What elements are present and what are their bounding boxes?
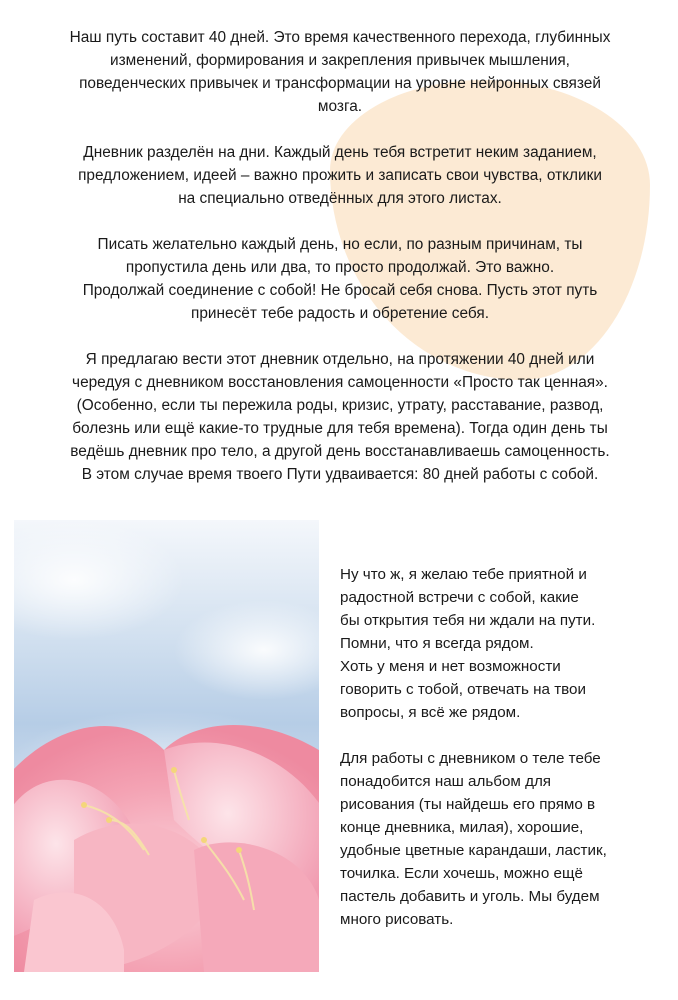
text-line: болезнь или ещё какие-то трудные для тебя времена). Тогда один день ты <box>72 420 608 437</box>
flower-photo <box>14 520 319 972</box>
text-line: ведёшь дневник про тело, а другой день восстанавливаешь самоценность. <box>70 443 610 460</box>
text-line: Писать желательно каждый день, но если, по разным причинам, ты <box>97 236 583 253</box>
text-line: поведенческих привычек и трансформации на уровне нейронных связей <box>79 75 601 92</box>
side-paragraph-2 <box>340 747 660 931</box>
side-paragraph-1 <box>340 563 660 724</box>
text-line: Наш путь составит 40 дней. Это время качественного перехода, глубинных <box>69 29 611 46</box>
text-line: пастель добавить и уголь. Мы будем <box>340 888 600 905</box>
text-line: пропустила день или два, то просто продолжай. Это важно. <box>125 259 555 276</box>
text-line: предложением, идеей – важно прожить и записать свои чувства, отклики <box>78 167 602 184</box>
intro-paragraph-1 <box>10 26 670 118</box>
text-line: Я предлагаю вести этот дневник отдельно, на протяжении 40 дней или <box>85 351 595 368</box>
text-line: мозга. <box>317 98 363 115</box>
text-line: много рисовать. <box>340 911 454 928</box>
text-line: конце дневника, милая), хорошие, <box>340 819 584 836</box>
text-line: Помни, что я всегда рядом. <box>340 635 534 652</box>
text-line: удобные цветные карандаши, ластик, <box>340 842 607 859</box>
text-line: чередуя с дневником восстановления самоценности «Просто так ценная». <box>72 374 608 391</box>
pink-flower-illustration <box>14 520 319 972</box>
intro-paragraph-2 <box>10 141 670 210</box>
text-line: Для работы с дневником о теле тебе <box>340 750 601 767</box>
text-line: принесёт тебе радость и обретение себя. <box>191 305 489 322</box>
intro-text-block <box>10 26 670 509</box>
text-line: на специально отведённых для этого листах. <box>178 190 502 207</box>
text-line: Ну что ж, я желаю тебе приятной и <box>340 566 587 583</box>
text-line: рисования (ты найдешь его прямо в <box>340 796 596 813</box>
text-line: говорить с тобой, отвечать на твои <box>340 681 586 698</box>
side-text-block <box>340 563 660 954</box>
text-line: понадобится наш альбом для <box>340 773 552 790</box>
text-line: точилка. Если хочешь, можно ещё <box>340 865 583 882</box>
intro-paragraph-3 <box>10 233 670 325</box>
text-line: Продолжай соединение с собой! Не бросай себя снова. Пусть этот путь <box>82 282 598 299</box>
text-line: изменений, формирования и закрепления привычек мышления, <box>110 52 570 69</box>
text-line: (Особенно, если ты пережила роды, кризис, утрату, расставание, развод, <box>76 397 604 414</box>
text-line: бы открытия тебя ни ждали на пути. <box>340 612 596 629</box>
text-line: вопросы, я всё же рядом. <box>340 704 521 721</box>
text-line: Дневник разделён на дни. Каждый день тебя встретит неким заданием, <box>83 144 597 161</box>
text-line: В этом случае время твоего Пути удваивается: 80 дней работы с собой. <box>81 466 599 483</box>
text-line: Хоть у меня и нет возможности <box>340 658 561 675</box>
intro-paragraph-4 <box>10 348 670 486</box>
text-line: радостной встречи с собой, какие <box>340 589 579 606</box>
